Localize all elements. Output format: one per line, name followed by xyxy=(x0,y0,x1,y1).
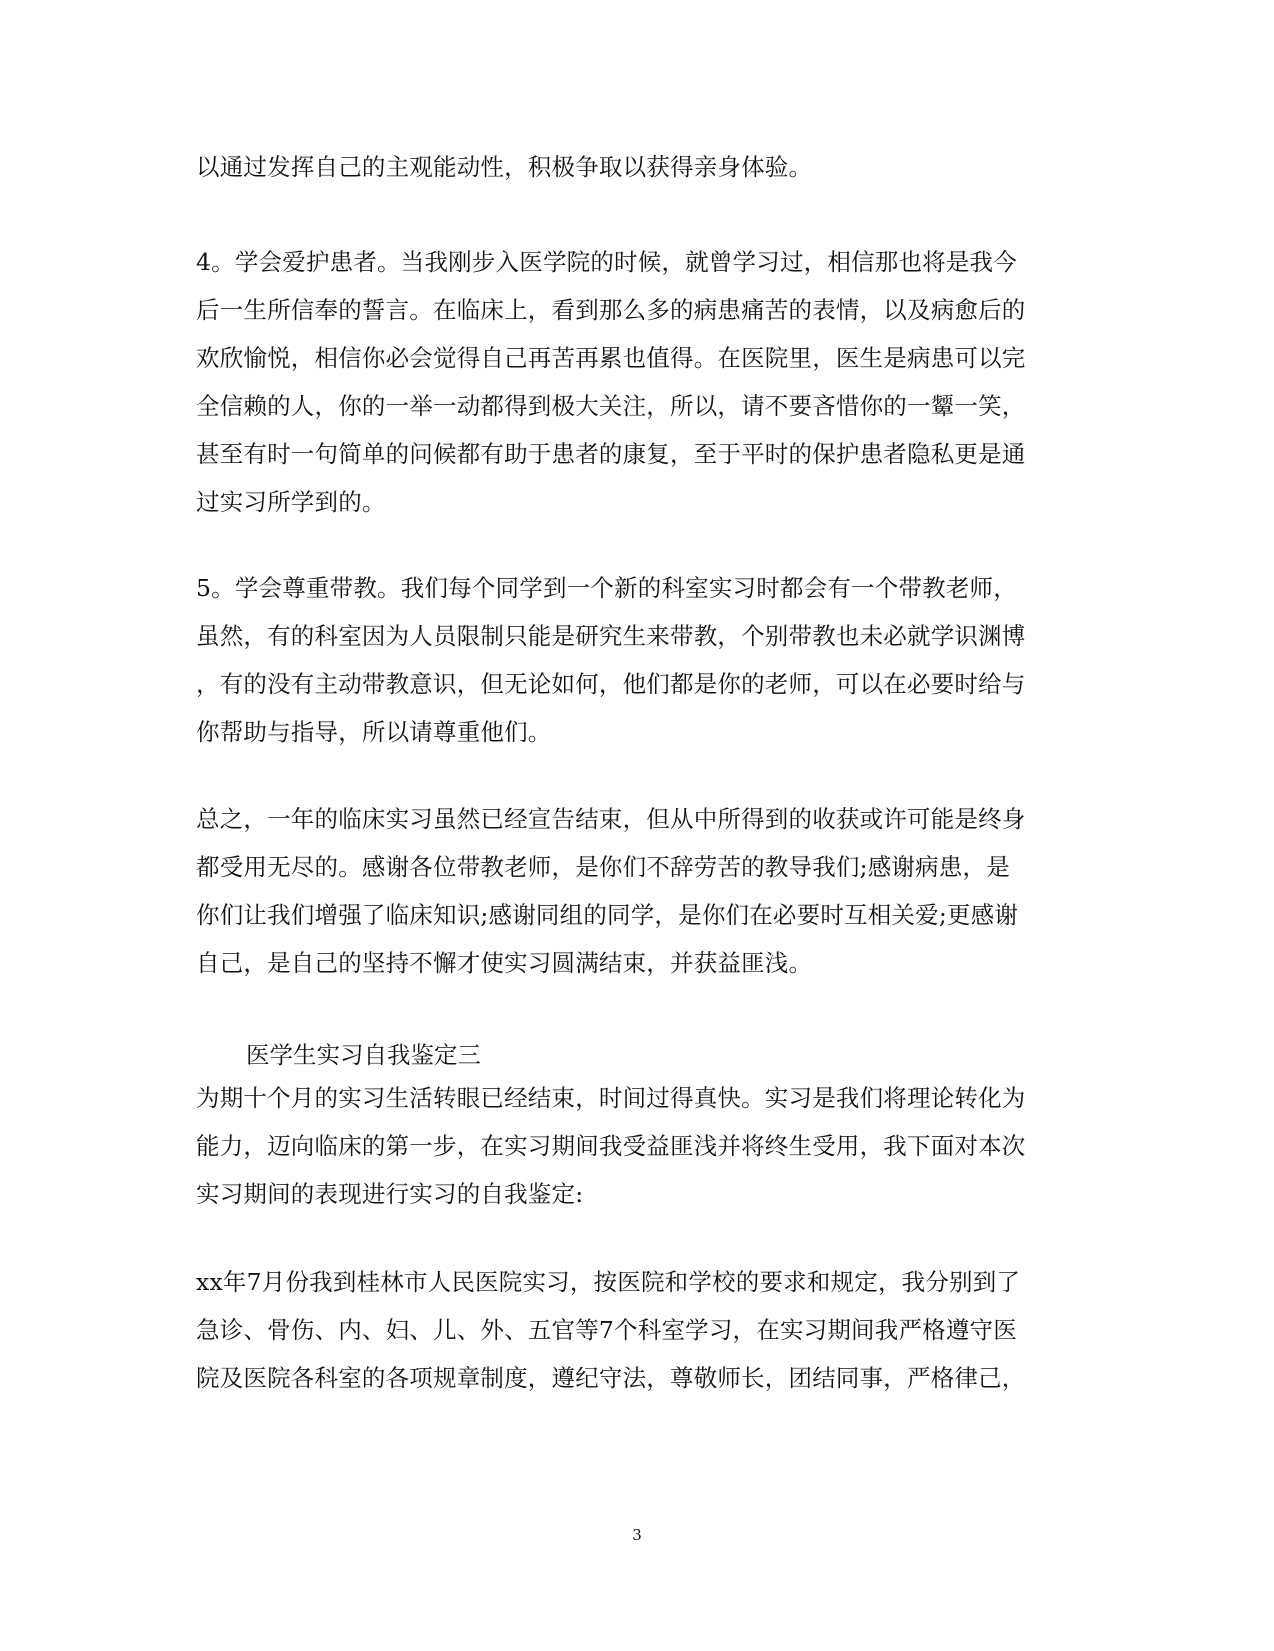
section-heading: 医学生实习自我鉴定三 xyxy=(246,1041,481,1069)
text-line: 5。学会尊重带教。我们每个同学到一个新的科室实习时都会有一个带教老师， xyxy=(196,574,1017,602)
text-line: 能力，迈向临床的第一步，在实习期间我受益匪浅并将终生受用，我下面对本次 xyxy=(196,1132,1026,1160)
paragraph-internship-details xyxy=(196,1258,1076,1402)
text-line: 虽然，有的科室因为人员限制只能是研究生来带教，个别带教也未必就学识渊博 xyxy=(196,622,1026,650)
paragraph-conclusion xyxy=(196,795,1076,987)
text-line: 都受用无尽的。感谢各位带教老师，是你们不辞劳苦的教导我们;感谢病患，是 xyxy=(196,853,1010,881)
text-line: 全信赖的人，你的一举一动都得到极大关注，所以，请不要吝惜你的一颦一笑， xyxy=(196,392,1026,420)
text-line: 总之，一年的临床实习虽然已经宣告结束，但从中所得到的收获或许可能是终身 xyxy=(196,805,1026,833)
text-line: 以通过发挥自己的主观能动性，积极争取以获得亲身体验。 xyxy=(196,153,813,181)
page-number: 3 xyxy=(632,1526,642,1544)
text-line: 急诊、骨伤、内、妇、儿、外、五官等7个科室学习，在实习期间我严格遵守医 xyxy=(196,1316,1017,1344)
text-line: 欢欣愉悦，相信你必会觉得自己再苦再累也值得。在医院里，医生是病患可以完 xyxy=(196,344,1026,372)
paragraph-internship-summary xyxy=(196,1074,1076,1218)
text-line: 院及医院各科室的各项规章制度，遵纪守法，尊敬师长，团结同事，严格律己， xyxy=(196,1364,1026,1392)
text-line: 甚至有时一句简单的问候都有助于患者的康复，至于平时的保护患者隐私更是通 xyxy=(196,440,1026,468)
text-line: 你们让我们增强了临床知识;感谢同组的同学，是你们在必要时互相关爱;更感谢 xyxy=(196,901,1019,929)
paragraph-care-patients xyxy=(196,238,1076,526)
text-line: 实习期间的表现进行实习的自我鉴定: xyxy=(196,1180,584,1208)
text-line: xx年7月份我到桂林市人民医院实习，按医院和学校的要求和规定，我分别到了 xyxy=(196,1268,1021,1296)
text-line: 后一生所信奉的誓言。在临床上，看到那么多的病患痛苦的表情，以及病愈后的 xyxy=(196,296,1026,324)
text-line: 自己，是自己的坚持不懈才使实习圆满结束，并获益匪浅。 xyxy=(196,949,813,977)
paragraph-intro xyxy=(196,143,1076,191)
paragraph-respect-teachers xyxy=(196,564,1076,756)
text-line: ，有的没有主动带教意识，但无论如何，他们都是你的老师，可以在必要时给与 xyxy=(196,670,1026,698)
text-line: 你帮助与指导，所以请尊重他们。 xyxy=(196,718,552,746)
text-line: 过实习所学到的。 xyxy=(196,488,386,516)
text-line: 为期十个月的实习生活转眼已经结束，时间过得真快。实习是我们将理论转化为 xyxy=(196,1084,1026,1112)
text-line: 4。学会爱护患者。当我刚步入医学院的时候，就曾学习过，相信那也将是我今 xyxy=(196,248,1017,276)
